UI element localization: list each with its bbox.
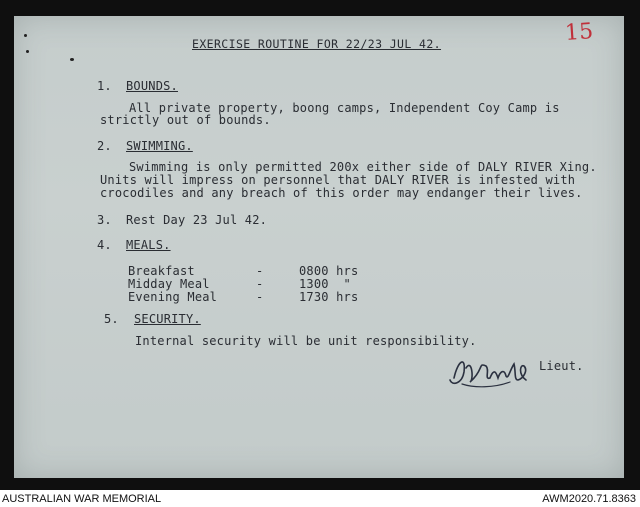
section-2-line-1: Swimming is only permitted 200x either side of DALY RIVER Xing.	[129, 160, 597, 174]
section-2-line-2: Units will impress on personnel that DALY RIVER is infested with	[100, 173, 576, 187]
footer-credit: AUSTRALIAN WAR MEMORIAL	[2, 493, 162, 505]
section-1-number: 1.	[97, 79, 112, 93]
section-3-text: Rest Day 23 Jul 42.	[126, 213, 268, 227]
document-title: EXERCISE ROUTINE FOR 22/23 JUL 42.	[192, 37, 442, 51]
section-2-line-3: crocodiles and any breach of this order may endanger their lives.	[100, 186, 583, 200]
folio-number: 15	[564, 19, 595, 46]
section-2-heading: SWIMMING.	[126, 139, 193, 153]
pin-hole	[70, 58, 74, 61]
signatory-rank: Lieut.	[539, 359, 584, 373]
meal-dash: -	[256, 264, 264, 278]
section-1-line-2: strictly out of bounds.	[100, 113, 271, 127]
meal-dash: -	[256, 290, 264, 304]
section-1-line-1: All private property, boong camps, Independent Coy Camp is	[129, 101, 560, 115]
meal-name: Breakfast	[128, 264, 195, 278]
meal-dash: -	[256, 277, 264, 291]
handwritten-signature	[444, 350, 539, 392]
meal-name: Evening Meal	[128, 290, 218, 304]
meal-time: 1300 "	[299, 277, 351, 291]
section-4-number: 4.	[97, 238, 112, 252]
section-5-heading: SECURITY.	[134, 312, 201, 326]
meal-name: Midday Meal	[128, 277, 210, 291]
meal-time: 1730 hrs	[299, 290, 359, 304]
pin-hole	[26, 50, 29, 53]
section-1-heading: BOUNDS.	[126, 79, 178, 93]
section-5-line-1: Internal security will be unit responsibility.	[135, 334, 477, 348]
pin-hole	[24, 34, 27, 37]
document-sheet	[14, 16, 624, 478]
section-2-number: 2.	[97, 139, 112, 153]
section-3-number: 3.	[97, 213, 112, 227]
meal-time: 0800 hrs	[299, 264, 359, 278]
section-5-number: 5.	[104, 312, 119, 326]
section-4-heading: MEALS.	[126, 238, 171, 252]
footer-accession-number: AWM2020.71.8363	[542, 493, 636, 505]
